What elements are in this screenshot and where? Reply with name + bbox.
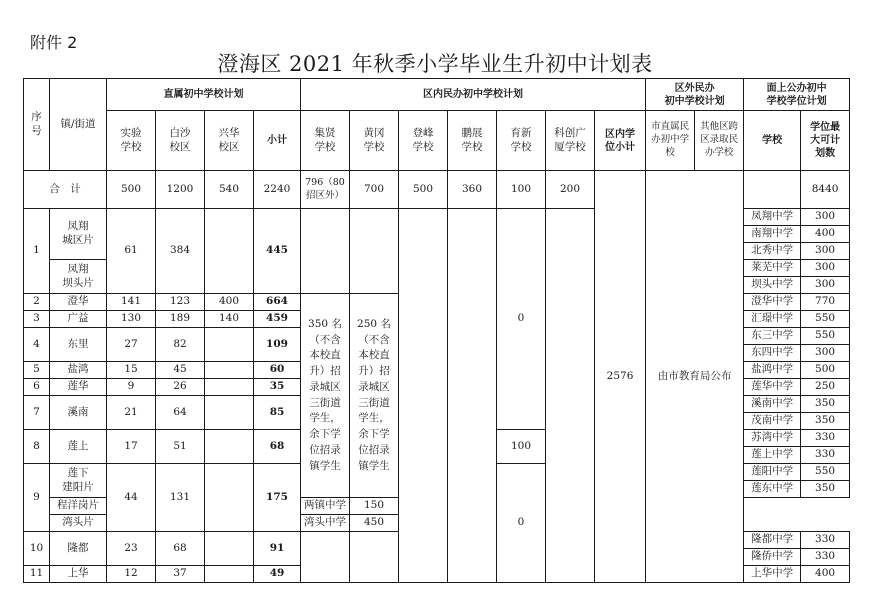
row-subtotal: 60 — [254, 362, 301, 379]
row-xinghua — [205, 566, 254, 583]
school-name: 上华中学 — [744, 566, 801, 583]
kechuang-empty — [546, 209, 595, 583]
totals-xinghua: 540 — [205, 171, 254, 209]
attachment-label: 附件 2 — [30, 33, 78, 52]
row-xinghua — [205, 532, 254, 566]
yuxin-value-zero: 0 — [497, 464, 546, 583]
row-subtotal: 35 — [254, 379, 301, 396]
row-baisha: 123 — [156, 294, 205, 311]
row-street: 莲上 — [50, 430, 107, 464]
outside-note: 由市教育局公布 — [646, 171, 744, 583]
header-row-columns — [24, 111, 850, 171]
row-shiyan: 23 — [107, 532, 156, 566]
totals-huanggang: 700 — [350, 171, 399, 209]
district-subtotal-value: 2576 — [595, 171, 646, 583]
school-places: 550 — [801, 311, 850, 328]
row-xinghua — [205, 396, 254, 430]
totals-kechuang: 200 — [546, 171, 595, 209]
row-subtotal: 49 — [254, 566, 301, 583]
yuxin-value-zero: 0 — [497, 209, 546, 430]
school-places: 150 — [350, 498, 399, 515]
school-places: 300 — [801, 260, 850, 277]
school-name: 茂南中学 — [744, 413, 801, 430]
school-places: 300 — [801, 243, 850, 260]
row-xinghua: 140 — [205, 311, 254, 328]
row-xinghua — [205, 209, 254, 294]
header-subtotal: 小计 — [254, 111, 301, 171]
totals-dengfeng: 500 — [399, 171, 448, 209]
school-name: 莲华中学 — [744, 379, 801, 396]
header-dengfeng: 登峰 学校 — [399, 111, 448, 171]
totals-yuxin: 100 — [497, 171, 546, 209]
row-street: 莲华 — [50, 379, 107, 396]
row-xinghua — [205, 430, 254, 464]
totals-max-places: 8440 — [801, 171, 850, 209]
totals-jixian: 796（80 招区外） — [301, 171, 350, 209]
row-baisha: 64 — [156, 396, 205, 430]
row-subtotal: 91 — [254, 532, 301, 566]
school-places: 550 — [801, 328, 850, 345]
school-places: 300 — [801, 277, 850, 294]
row-shiyan: 21 — [107, 396, 156, 430]
totals-school-empty — [744, 171, 801, 209]
school-places: 330 — [801, 549, 850, 566]
header-row-groups — [24, 79, 850, 111]
row-xinghua — [205, 379, 254, 396]
totals-subtotal: 2240 — [254, 171, 301, 209]
row-baisha: 384 — [156, 209, 205, 294]
header-district-subtotal: 区内学 位小计 — [595, 111, 646, 171]
header-shiyan: 实验 学校 — [107, 111, 156, 171]
yuxin-value-100: 100 — [497, 430, 546, 464]
row-seq: 3 — [24, 311, 50, 328]
row-baisha: 45 — [156, 362, 205, 379]
school-name: 莲阳中学 — [744, 464, 801, 481]
totals-shiyan: 500 — [107, 171, 156, 209]
row-baisha: 51 — [156, 430, 205, 464]
row-shiyan: 130 — [107, 311, 156, 328]
school-name: 汇璟中学 — [744, 311, 801, 328]
school-places: 500 — [801, 362, 850, 379]
row-street-sub: 湾头片 — [50, 515, 107, 532]
row-xinghua — [205, 362, 254, 379]
school-places: 770 — [801, 294, 850, 311]
row-baisha: 68 — [156, 532, 205, 566]
header-group-direct: 直属初中学校计划 — [107, 79, 301, 111]
school-places: 330 — [801, 447, 850, 464]
row-xinghua — [205, 328, 254, 362]
school-name: 南翔中学 — [744, 226, 801, 243]
row-street-sub: 程洋岗片 — [50, 498, 107, 515]
row-street: 凤翔 城区片 — [50, 209, 107, 260]
huanggang-note: 250 名 （不含 本校直 升）招 录城区 三街道 学生， 余下学 位招录 镇学生 — [350, 294, 399, 498]
jixian-note: 350 名 （不含 本校直 升）招 录城区 三街道 学生， 余下学 位招录 镇学生 — [301, 294, 350, 498]
school-name: 隆侨中学 — [744, 549, 801, 566]
school-places: 400 — [801, 566, 850, 583]
row-subtotal: 175 — [254, 464, 301, 532]
row-xinghua — [205, 464, 254, 532]
school-places: 300 — [801, 345, 850, 362]
row-street: 隆都 — [50, 532, 107, 566]
row-subtotal: 109 — [254, 328, 301, 362]
dengfeng-empty — [399, 209, 448, 583]
header-group-private: 区内民办初中学校计划 — [301, 79, 646, 111]
header-school: 学校 — [744, 111, 801, 171]
header-jixian: 集贤 学校 — [301, 111, 350, 171]
school-name: 坝头中学 — [744, 277, 801, 294]
row-shiyan: 44 — [107, 464, 156, 532]
row-shiyan: 15 — [107, 362, 156, 379]
header-baisha: 白沙 校区 — [156, 111, 205, 171]
row-street: 上华 — [50, 566, 107, 583]
school-name: 莱芜中学 — [744, 260, 801, 277]
row-baisha: 82 — [156, 328, 205, 362]
row-street: 广益 — [50, 311, 107, 328]
row-shiyan: 9 — [107, 379, 156, 396]
row-street: 溪南 — [50, 396, 107, 430]
row-shiyan: 61 — [107, 209, 156, 294]
row-seq: 2 — [24, 294, 50, 311]
school-name: 北秀中学 — [744, 243, 801, 260]
school-places: 350 — [801, 413, 850, 430]
school-places: 350 — [801, 396, 850, 413]
header-group-public: 面上公办初中 学校学位计划 — [744, 79, 850, 111]
page-title: 澄海区 2021 年秋季小学毕业生升初中计划表 — [217, 52, 653, 76]
row-seq: 11 — [24, 566, 50, 583]
school-name: 两镇中学 — [301, 498, 350, 515]
row-seq: 6 — [24, 379, 50, 396]
row-shiyan: 12 — [107, 566, 156, 583]
header-huanggang: 黄冈 学校 — [350, 111, 399, 171]
jixian-empty — [301, 532, 350, 583]
huanggang-empty — [350, 532, 399, 583]
huanggang-empty — [350, 209, 399, 294]
school-places: 450 — [350, 515, 399, 532]
row-shiyan: 17 — [107, 430, 156, 464]
row-seq: 10 — [24, 532, 50, 566]
row-baisha: 189 — [156, 311, 205, 328]
school-name: 盐鸿中学 — [744, 362, 801, 379]
school-name: 莲上中学 — [744, 447, 801, 464]
jixian-empty — [301, 209, 350, 294]
row-seq: 8 — [24, 430, 50, 464]
school-name: 湾头中学 — [301, 515, 350, 532]
row-street: 盐鸿 — [50, 362, 107, 379]
school-places: 330 — [801, 430, 850, 447]
school-places: 550 — [801, 464, 850, 481]
school-name: 东三中学 — [744, 328, 801, 345]
row-street: 东里 — [50, 328, 107, 362]
header-max-places: 学位最 大可计 划数 — [801, 111, 850, 171]
school-places: 350 — [801, 481, 850, 498]
row-seq: 1 — [24, 209, 50, 294]
row-seq: 7 — [24, 396, 50, 430]
header-kechuang: 科创广 厦学校 — [546, 111, 595, 171]
totals-baisha: 1200 — [156, 171, 205, 209]
row-subtotal: 445 — [254, 209, 301, 294]
row-xinghua: 400 — [205, 294, 254, 311]
school-name: 苏湾中学 — [744, 430, 801, 447]
row-baisha: 26 — [156, 379, 205, 396]
header-city-direct: 市直属民 办初中学 校 — [646, 111, 695, 171]
header-seq: 序 号 — [24, 79, 50, 171]
header-xinghua: 兴华 校区 — [205, 111, 254, 171]
school-places: 250 — [801, 379, 850, 396]
row-street: 莲下 建阳片 — [50, 464, 107, 498]
header-yuxin: 育新 学校 — [497, 111, 546, 171]
plan-table — [23, 78, 850, 583]
school-name: 隆都中学 — [744, 532, 801, 549]
row-subtotal: 664 — [254, 294, 301, 311]
school-name: 凤翔中学 — [744, 209, 801, 226]
row-subtotal: 68 — [254, 430, 301, 464]
school-name: 莲东中学 — [744, 481, 801, 498]
row-baisha: 37 — [156, 566, 205, 583]
row-shiyan: 27 — [107, 328, 156, 362]
row-subtotal: 459 — [254, 311, 301, 328]
header-pengzhan: 鹏展 学校 — [448, 111, 497, 171]
header-street: 镇/街道 — [50, 79, 107, 171]
school-places: 400 — [801, 226, 850, 243]
row-seq: 4 — [24, 328, 50, 362]
row-seq: 9 — [24, 464, 50, 532]
pengzhan-empty — [448, 209, 497, 583]
header-group-outside: 区外民办 初中学校计划 — [646, 79, 744, 111]
totals-row — [24, 171, 850, 209]
school-name: 澄华中学 — [744, 294, 801, 311]
totals-pengzhan: 360 — [448, 171, 497, 209]
row-shiyan: 141 — [107, 294, 156, 311]
totals-label: 合 计 — [24, 171, 107, 209]
school-name: 溪南中学 — [744, 396, 801, 413]
row-street-sub: 凤翔 坝头片 — [50, 260, 107, 294]
row-seq: 5 — [24, 362, 50, 379]
school-places: 300 — [801, 209, 850, 226]
school-places: 330 — [801, 532, 850, 549]
row-street: 澄华 — [50, 294, 107, 311]
row-baisha: 131 — [156, 464, 205, 532]
row-subtotal: 85 — [254, 396, 301, 430]
school-name: 东四中学 — [744, 345, 801, 362]
header-other-district: 其他区跨 区录取民 办学校 — [695, 111, 744, 171]
